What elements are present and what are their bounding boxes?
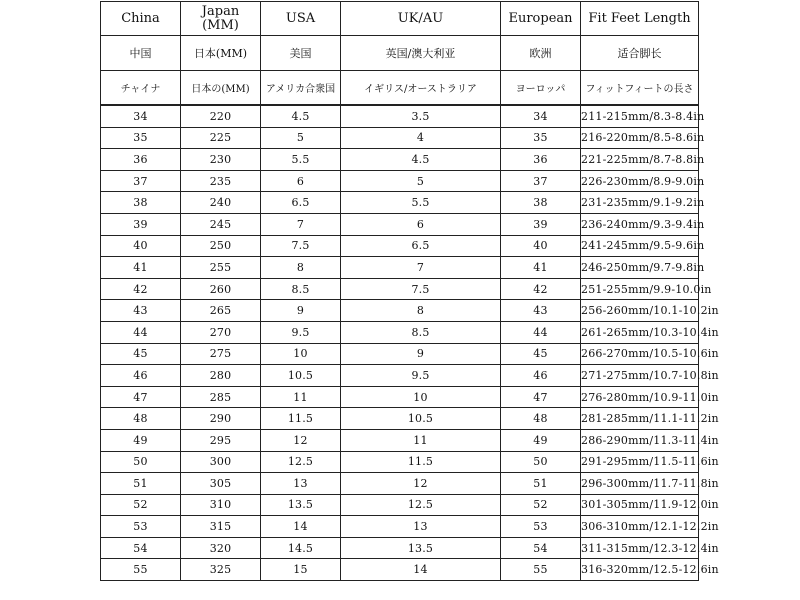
cell-european: 54 bbox=[501, 537, 581, 559]
cell-uk-au: 9.5 bbox=[341, 365, 501, 387]
cell-usa: 13.5 bbox=[261, 494, 341, 516]
cell-european: 43 bbox=[501, 300, 581, 322]
cell-uk-au: 12.5 bbox=[341, 494, 501, 516]
cell-usa: 7.5 bbox=[261, 235, 341, 257]
header-japan-ja: 日本の(MM) bbox=[181, 71, 261, 106]
header-china-zh: 中国 bbox=[101, 36, 181, 71]
table-row bbox=[101, 473, 699, 495]
cell-japan: 315 bbox=[181, 516, 261, 538]
table-row bbox=[101, 559, 699, 581]
table-body bbox=[101, 105, 719, 581]
cell-uk-au: 9 bbox=[341, 343, 501, 365]
header-european-ja: ヨーロッパ bbox=[501, 71, 581, 106]
table-row bbox=[101, 127, 699, 149]
cell-uk-au: 14 bbox=[341, 559, 501, 581]
cell-japan: 320 bbox=[181, 537, 261, 559]
cell-uk-au: 4.5 bbox=[341, 149, 501, 171]
table-row bbox=[101, 321, 699, 343]
cell-china: 40 bbox=[101, 235, 181, 257]
table-row bbox=[101, 257, 699, 279]
cell-uk-au: 7 bbox=[341, 257, 501, 279]
cell-usa: 12.5 bbox=[261, 451, 341, 473]
cell-fit-feet-length: 266-270mm/10.5-10.6in bbox=[581, 343, 699, 365]
cell-usa: 13 bbox=[261, 473, 341, 495]
cell-china: 47 bbox=[101, 386, 181, 408]
cell-fit-feet-length: 251-255mm/9.9-10.0in bbox=[581, 278, 699, 300]
cell-european: 37 bbox=[501, 170, 581, 192]
cell-uk-au: 11 bbox=[341, 429, 501, 451]
cell-japan: 325 bbox=[181, 559, 261, 581]
header-uk-au-ja: イギリス/オーストラリア bbox=[341, 71, 501, 106]
cell-european: 40 bbox=[501, 235, 581, 257]
cell-fit-feet-length: 276-280mm/10.9-11.0in bbox=[581, 386, 699, 408]
cell-fit-feet-length: 236-240mm/9.3-9.4in bbox=[581, 213, 699, 235]
cell-japan: 220 bbox=[181, 105, 261, 127]
cell-fit-feet-length: 256-260mm/10.1-10.2in bbox=[581, 300, 699, 322]
header-japan-text: Japan (MM) bbox=[201, 3, 240, 33]
table-row bbox=[101, 386, 699, 408]
header-fit-feet-length-ja: フィットフィートの長さ bbox=[581, 71, 699, 106]
header-usa-zh: 美国 bbox=[261, 36, 341, 71]
cell-european: 45 bbox=[501, 343, 581, 365]
cell-usa: 11.5 bbox=[261, 408, 341, 430]
header-european-zh: 欧洲 bbox=[501, 36, 581, 71]
cell-china: 55 bbox=[101, 559, 181, 581]
cell-usa: 9 bbox=[261, 300, 341, 322]
cell-china: 35 bbox=[101, 127, 181, 149]
cell-european: 48 bbox=[501, 408, 581, 430]
cell-japan: 295 bbox=[181, 429, 261, 451]
cell-fit-feet-length: 271-275mm/10.7-10.8in bbox=[581, 365, 699, 387]
cell-japan: 290 bbox=[181, 408, 261, 430]
cell-china: 44 bbox=[101, 321, 181, 343]
cell-european: 44 bbox=[501, 321, 581, 343]
cell-european: 47 bbox=[501, 386, 581, 408]
cell-china: 37 bbox=[101, 170, 181, 192]
cell-china: 38 bbox=[101, 192, 181, 214]
table-row bbox=[101, 451, 699, 473]
cell-european: 52 bbox=[501, 494, 581, 516]
cell-european: 49 bbox=[501, 429, 581, 451]
cell-uk-au: 12 bbox=[341, 473, 501, 495]
cell-european: 39 bbox=[501, 213, 581, 235]
cell-fit-feet-length: 261-265mm/10.3-10.4in bbox=[581, 321, 699, 343]
cell-japan: 240 bbox=[181, 192, 261, 214]
cell-usa: 15 bbox=[261, 559, 341, 581]
cell-china: 41 bbox=[101, 257, 181, 279]
cell-usa: 10 bbox=[261, 343, 341, 365]
cell-european: 34 bbox=[501, 105, 581, 127]
cell-usa: 8.5 bbox=[261, 278, 341, 300]
cell-uk-au: 8.5 bbox=[341, 321, 501, 343]
cell-fit-feet-length: 241-245mm/9.5-9.6in bbox=[581, 235, 699, 257]
cell-european: 55 bbox=[501, 559, 581, 581]
cell-china: 50 bbox=[101, 451, 181, 473]
header-row-chinese bbox=[101, 36, 699, 71]
cell-fit-feet-length: 296-300mm/11.7-11.8in bbox=[581, 473, 699, 495]
header-china: China bbox=[101, 2, 181, 36]
cell-china: 36 bbox=[101, 149, 181, 171]
cell-european: 50 bbox=[501, 451, 581, 473]
cell-usa: 5 bbox=[261, 127, 341, 149]
table-row bbox=[101, 192, 699, 214]
cell-fit-feet-length: 231-235mm/9.1-9.2in bbox=[581, 192, 699, 214]
cell-european: 38 bbox=[501, 192, 581, 214]
cell-european: 35 bbox=[501, 127, 581, 149]
table-row bbox=[101, 537, 699, 559]
table-row bbox=[101, 343, 699, 365]
cell-japan: 225 bbox=[181, 127, 261, 149]
table-row bbox=[101, 516, 699, 538]
size-chart-table bbox=[100, 1, 719, 581]
cell-japan: 310 bbox=[181, 494, 261, 516]
cell-uk-au: 8 bbox=[341, 300, 501, 322]
cell-usa: 8 bbox=[261, 257, 341, 279]
cell-usa: 14 bbox=[261, 516, 341, 538]
cell-china: 52 bbox=[101, 494, 181, 516]
table-row bbox=[101, 365, 699, 387]
cell-japan: 235 bbox=[181, 170, 261, 192]
table-row bbox=[101, 149, 699, 171]
cell-usa: 9.5 bbox=[261, 321, 341, 343]
cell-uk-au: 5 bbox=[341, 170, 501, 192]
header-uk-au: UK/AU bbox=[341, 2, 501, 36]
cell-japan: 255 bbox=[181, 257, 261, 279]
cell-usa: 7 bbox=[261, 213, 341, 235]
cell-european: 36 bbox=[501, 149, 581, 171]
cell-uk-au: 10 bbox=[341, 386, 501, 408]
header-japan-zh: 日本(MM) bbox=[181, 36, 261, 71]
cell-uk-au: 11.5 bbox=[341, 451, 501, 473]
table-row bbox=[101, 105, 699, 127]
header-fit-feet-length-zh: 适合脚长 bbox=[581, 36, 699, 71]
cell-japan: 270 bbox=[181, 321, 261, 343]
cell-japan: 305 bbox=[181, 473, 261, 495]
cell-china: 46 bbox=[101, 365, 181, 387]
cell-fit-feet-length: 301-305mm/11.9-12.0in bbox=[581, 494, 699, 516]
cell-fit-feet-length: 281-285mm/11.1-11.2in bbox=[581, 408, 699, 430]
header-uk-au-zh: 英国/澳大利亚 bbox=[341, 36, 501, 71]
table-row bbox=[101, 300, 699, 322]
cell-usa: 14.5 bbox=[261, 537, 341, 559]
cell-european: 42 bbox=[501, 278, 581, 300]
table-row bbox=[101, 170, 699, 192]
cell-usa: 11 bbox=[261, 386, 341, 408]
cell-usa: 4.5 bbox=[261, 105, 341, 127]
cell-japan: 265 bbox=[181, 300, 261, 322]
cell-european: 53 bbox=[501, 516, 581, 538]
cell-european: 41 bbox=[501, 257, 581, 279]
table-header bbox=[101, 2, 699, 106]
cell-uk-au: 5.5 bbox=[341, 192, 501, 214]
header-fit-feet-length: Fit Feet Length bbox=[581, 2, 699, 36]
cell-uk-au: 7.5 bbox=[341, 278, 501, 300]
cell-usa: 5.5 bbox=[261, 149, 341, 171]
cell-china: 43 bbox=[101, 300, 181, 322]
cell-usa: 10.5 bbox=[261, 365, 341, 387]
header-japan bbox=[181, 2, 261, 36]
cell-european: 46 bbox=[501, 365, 581, 387]
header-usa-ja: アメリカ合衆国 bbox=[261, 71, 341, 106]
cell-usa: 12 bbox=[261, 429, 341, 451]
table-row bbox=[101, 429, 699, 451]
header-row-japanese bbox=[101, 71, 699, 106]
header-row-english bbox=[101, 2, 699, 36]
cell-fit-feet-length: 211-215mm/8.3-8.4in bbox=[581, 105, 699, 127]
cell-usa: 6 bbox=[261, 170, 341, 192]
cell-uk-au: 4 bbox=[341, 127, 501, 149]
table-row bbox=[101, 213, 699, 235]
cell-fit-feet-length: 311-315mm/12.3-12.4in bbox=[581, 537, 699, 559]
cell-china: 48 bbox=[101, 408, 181, 430]
cell-china: 34 bbox=[101, 105, 181, 127]
cell-fit-feet-length: 286-290mm/11.3-11.4in bbox=[581, 429, 699, 451]
cell-fit-feet-length: 216-220mm/8.5-8.6in bbox=[581, 127, 699, 149]
cell-china: 54 bbox=[101, 537, 181, 559]
cell-china: 53 bbox=[101, 516, 181, 538]
cell-japan: 260 bbox=[181, 278, 261, 300]
cell-european: 51 bbox=[501, 473, 581, 495]
table-row bbox=[101, 278, 699, 300]
cell-fit-feet-length: 291-295mm/11.5-11.6in bbox=[581, 451, 699, 473]
cell-uk-au: 13.5 bbox=[341, 537, 501, 559]
cell-china: 42 bbox=[101, 278, 181, 300]
cell-japan: 300 bbox=[181, 451, 261, 473]
cell-china: 45 bbox=[101, 343, 181, 365]
cell-china: 49 bbox=[101, 429, 181, 451]
cell-fit-feet-length: 221-225mm/8.7-8.8in bbox=[581, 149, 699, 171]
cell-uk-au: 6.5 bbox=[341, 235, 501, 257]
cell-uk-au: 6 bbox=[341, 213, 501, 235]
cell-japan: 280 bbox=[181, 365, 261, 387]
cell-usa: 6.5 bbox=[261, 192, 341, 214]
cell-fit-feet-length: 226-230mm/8.9-9.0in bbox=[581, 170, 699, 192]
cell-japan: 245 bbox=[181, 213, 261, 235]
table-row bbox=[101, 235, 699, 257]
header-usa: USA bbox=[261, 2, 341, 36]
cell-uk-au: 3.5 bbox=[341, 105, 501, 127]
header-china-ja: チャイナ bbox=[101, 71, 181, 106]
cell-japan: 285 bbox=[181, 386, 261, 408]
cell-uk-au: 10.5 bbox=[341, 408, 501, 430]
table-row bbox=[101, 494, 699, 516]
cell-china: 39 bbox=[101, 213, 181, 235]
table-row bbox=[101, 408, 699, 430]
cell-china: 51 bbox=[101, 473, 181, 495]
cell-japan: 275 bbox=[181, 343, 261, 365]
cell-fit-feet-length: 246-250mm/9.7-9.8in bbox=[581, 257, 699, 279]
cell-uk-au: 13 bbox=[341, 516, 501, 538]
cell-japan: 250 bbox=[181, 235, 261, 257]
cell-japan: 230 bbox=[181, 149, 261, 171]
cell-fit-feet-length: 306-310mm/12.1-12.2in bbox=[581, 516, 699, 538]
cell-fit-feet-length: 316-320mm/12.5-12.6in bbox=[581, 559, 699, 581]
header-european: European bbox=[501, 2, 581, 36]
